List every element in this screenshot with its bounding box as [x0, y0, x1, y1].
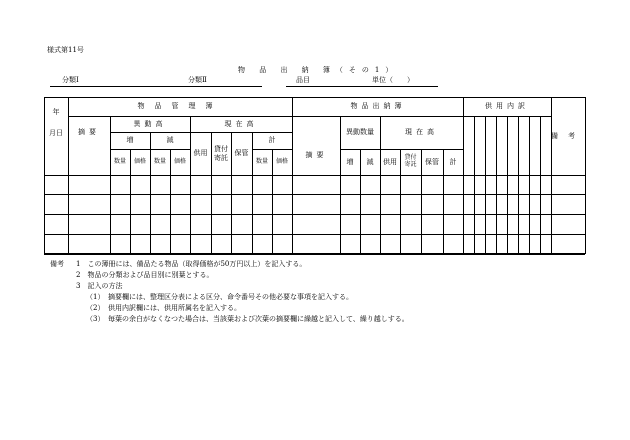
increase-header: 増: [346, 157, 354, 166]
change-amount-header: 異動高: [133, 119, 167, 128]
col-divider: [496, 116, 497, 254]
table-right-border: [585, 97, 586, 254]
storage-header: 保管: [425, 157, 439, 166]
total-header: 計: [449, 157, 457, 166]
table-bottom-border: [44, 253, 585, 255]
decrease-header: 減: [366, 157, 374, 166]
storage-header: 保管: [234, 149, 249, 158]
col-divider: [518, 116, 519, 254]
summary-header: 摘要: [78, 128, 100, 137]
col-divider: [463, 97, 464, 254]
price-header: 価格: [173, 157, 186, 165]
notes-label: 備考: [50, 260, 64, 268]
note-2: 2 物品の分類および品目別に別葉とする。: [76, 271, 214, 279]
row-divider: [44, 175, 585, 176]
row-divider: [44, 194, 585, 195]
price-header: 価格: [133, 157, 146, 165]
inout-ledger-header: 物品出納簿: [350, 102, 406, 111]
note-3-1: （1） 摘要欄には、整理区分表による区分、命令番号その他必要な事項を記入する。: [86, 293, 353, 301]
category-underline: [50, 86, 262, 87]
decrease-header: 減: [166, 136, 174, 145]
lending-deposit-header: 貸付 寄託: [404, 154, 417, 168]
summary-header: 摘要: [305, 151, 328, 160]
table-left-border: [44, 97, 45, 254]
note-1: 1 この簿冊には、備品たる物品（取得価格が50万円以上）を記入する。: [76, 260, 307, 268]
category1-label: 分類Ⅰ: [62, 76, 79, 84]
remarks-header: 備考: [551, 131, 585, 140]
row-divider: [44, 214, 585, 215]
change-quantity-header: 異動数量: [346, 128, 374, 137]
price-header: 価格: [275, 157, 288, 165]
note-3-3: （3） 毎葉の余白がなくなつた場合は、当該葉および次葉の摘要欄に繰越と記入して、繰り越しする。: [86, 315, 409, 323]
month-day-header: 月日: [49, 128, 63, 137]
provided-header: 供用: [193, 149, 208, 158]
quantity-header: 数量: [153, 157, 166, 165]
ledger-header: 物品管理簿: [137, 102, 223, 111]
col-divider: [507, 116, 508, 254]
current-amount-header: 現在高: [224, 119, 258, 128]
col-divider: [529, 116, 530, 254]
row-divider: [44, 234, 585, 235]
note-3-2: （2） 供用内訳欄には、供用所属名を記入する。: [86, 304, 241, 312]
category2-label: 分類Ⅱ: [188, 76, 207, 84]
current-amount-header: 現在高: [405, 128, 438, 137]
note-3: 3 記入の方法: [76, 282, 123, 290]
increase-header: 増: [126, 136, 134, 145]
quantity-header: 数量: [255, 157, 268, 165]
col-divider: [540, 116, 541, 254]
col-divider: [485, 116, 486, 254]
page-title: 物 品 出 納 簿（その1）: [238, 66, 399, 74]
provided-header: 供用: [383, 157, 397, 166]
lending-deposit-header: 貸付 寄託: [214, 145, 228, 162]
quantity-header: 数量: [113, 157, 126, 165]
provision-detail-header: 供用内訳: [485, 102, 529, 111]
col-divider: [474, 116, 475, 254]
item-label: 品目: [296, 76, 310, 84]
unit-label: 単位（ ）: [372, 76, 414, 84]
item-underline: [286, 86, 438, 87]
year-header: 年: [52, 107, 60, 116]
total-header: 計: [268, 136, 276, 145]
form-number: 様式第11号: [47, 46, 84, 54]
